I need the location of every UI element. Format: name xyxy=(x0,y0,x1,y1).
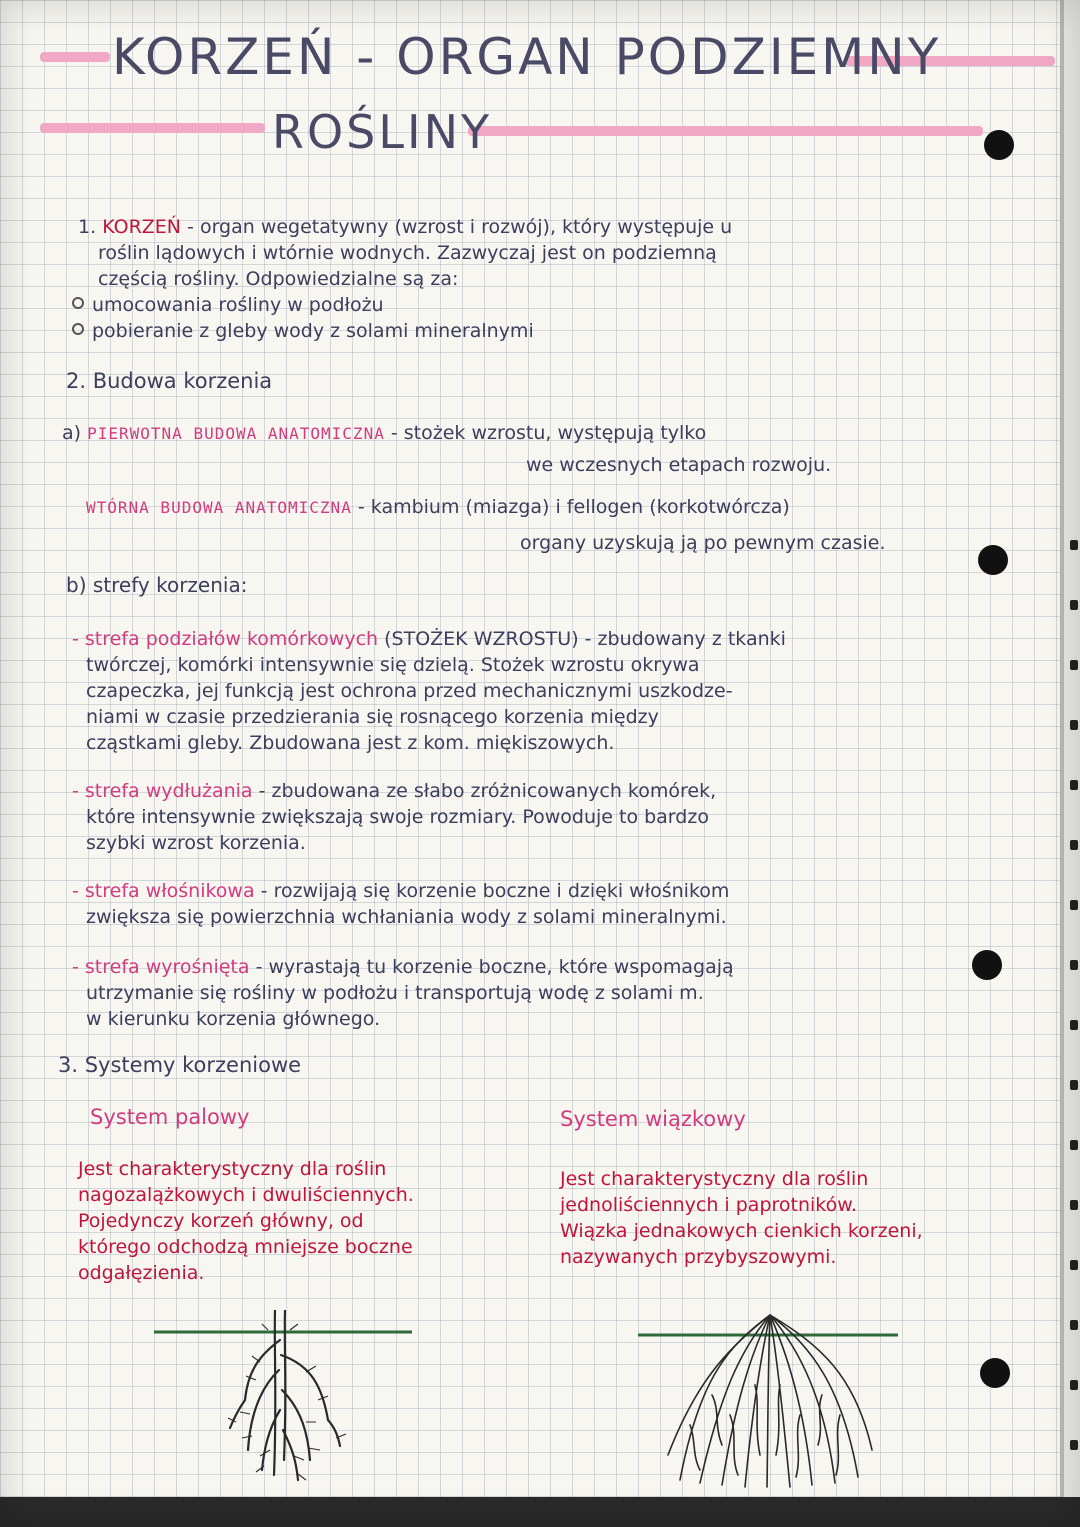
zone-text: w kierunku korzenia głównego. xyxy=(86,1008,381,1030)
zone-text: utrzymanie się rośliny w podłożu i transportują wodę z solami m. xyxy=(86,982,704,1004)
binder-hole-icon xyxy=(980,1358,1010,1388)
page-right-edge xyxy=(1064,0,1080,1527)
zone-mature-name: - strefa wyrośnięta xyxy=(72,956,250,978)
secondary-structure-desc-2: organy uzyskują ją po pewnym czasie. xyxy=(520,532,886,554)
zone-text: - rozwijają się korzenie boczne i dzięki włośnikom xyxy=(260,880,730,902)
section-1-line3: częścią rośliny. Odpowiedzialne są za: xyxy=(98,268,459,290)
fibrous-system-title: System wiązkowy xyxy=(560,1107,746,1131)
zone-cell-division-line1 xyxy=(72,630,786,649)
binder-hole-icon xyxy=(972,950,1002,980)
taproot-drawing xyxy=(150,1310,420,1490)
zone-text: niami w czasie przedzierania się rosnącego korzenia między xyxy=(86,706,659,728)
zone-mature-line1 xyxy=(72,958,734,977)
secondary-structure-desc: - kambium (miazga) i fellogen (korkotwórcza) xyxy=(357,496,790,518)
zone-text: - wyrastają tu korzenie boczne, które wspomagają xyxy=(255,956,734,978)
section-1-number: 1. xyxy=(78,216,97,238)
point-a-label: a) xyxy=(62,422,82,444)
fibrous-line: nazywanych przybyszowymi. xyxy=(560,1246,837,1268)
zone-root-hair-name: - strefa włośnikowa xyxy=(72,880,255,902)
page-margin-bar xyxy=(1060,0,1064,1500)
zone-text: cząstkami gleby. Zbudowana jest z kom. miękiszowych. xyxy=(86,732,615,754)
zone-text: czapeczka, jej funkcją jest ochrona przed mechanicznymi uszkodze- xyxy=(86,680,733,702)
binder-hole-icon xyxy=(978,545,1008,575)
zone-text: które intensywnie zwiększają swoje rozmiary. Powoduje to bardzo xyxy=(86,806,709,828)
secondary-structure-title: WTÓRNA BUDOWA ANATOMICZNA xyxy=(86,498,352,517)
circle-bullet-icon xyxy=(72,323,84,335)
bullet-text: umocowania rośliny w podłożu xyxy=(92,294,384,316)
page-bottom-shadow xyxy=(0,1497,1080,1527)
root-zones-header: b) strefy korzenia: xyxy=(66,573,248,597)
taproot-line: którego odchodzą mniejsze boczne xyxy=(78,1236,413,1258)
secondary-structure-row xyxy=(86,498,790,517)
primary-structure-title: PIERWOTNA BUDOWA ANATOMICZNA xyxy=(87,424,385,443)
zone-text: szybki wzrost korzenia. xyxy=(86,832,306,854)
page-title: KORZEŃ - ORGAN PODZIEMNY xyxy=(112,28,942,86)
section-1-line1-rest: - organ wegetatywny (wzrost i rozwój), który występuje u xyxy=(187,216,733,238)
section-3-header: 3. Systemy korzeniowe xyxy=(58,1053,302,1077)
taproot-line: odgałęzienia. xyxy=(78,1262,205,1284)
zone-text: twórczej, komórki intensywnie się dzielą. Stożek wzrostu okrywa xyxy=(86,654,700,676)
section-2-header: 2. Budowa korzenia xyxy=(66,369,273,393)
zone-text: (STOŻEK WZROSTU) - zbudowany z tkanki xyxy=(384,628,786,650)
taproot-line: nagozalążkowych i dwuliściennych. xyxy=(78,1184,414,1206)
fibrous-drawing xyxy=(630,1305,910,1490)
section-1-term: KORZEŃ xyxy=(102,216,181,238)
taproot-line: Pojedynczy korzeń główny, od xyxy=(78,1210,364,1232)
circle-bullet-icon xyxy=(72,297,84,309)
binder-hole-icon xyxy=(984,130,1014,160)
primary-structure-desc-2: we wczesnych etapach rozwoju. xyxy=(526,454,832,476)
page-title-line2: ROŚLINY xyxy=(272,105,493,159)
zone-elongation-line1 xyxy=(72,782,716,801)
section-1-line2: roślin lądowych i wtórnie wodnych. Zazwyczaj jest on podziemną xyxy=(98,242,717,264)
zone-root-hair-line1 xyxy=(72,882,729,901)
taproot-system-title: System palowy xyxy=(90,1105,250,1129)
zone-elongation-name: - strefa wydłużania xyxy=(72,780,253,802)
zone-cell-division-name: - strefa podziałów komórkowych xyxy=(72,628,379,650)
fibrous-line: Jest charakterystyczny dla roślin xyxy=(560,1168,869,1190)
zone-text: - zbudowana ze słabo zróżnicowanych komórek, xyxy=(258,780,717,802)
fibrous-line: Wiązka jednakowych cienkich korzeni, xyxy=(560,1220,923,1242)
section-1-bullet-2 xyxy=(72,322,534,341)
title-decoration-left-2 xyxy=(40,123,265,133)
title-decoration-right-2 xyxy=(468,126,983,136)
title-decoration-left xyxy=(40,52,110,62)
primary-structure-row xyxy=(62,424,706,443)
bullet-text: pobieranie z gleby wody z solami mineralnymi xyxy=(92,320,534,342)
taproot-line: Jest charakterystyczny dla roślin xyxy=(78,1158,387,1180)
section-1-bullet-1 xyxy=(72,296,384,315)
primary-structure-desc: - stożek wzrostu, występują tylko xyxy=(390,422,707,444)
fibrous-line: jednoliściennych i paprotników. xyxy=(560,1194,858,1216)
zone-text: zwiększa się powierzchnia wchłaniania wody z solami mineralnymi. xyxy=(86,906,727,928)
section-1-line1 xyxy=(78,218,732,237)
